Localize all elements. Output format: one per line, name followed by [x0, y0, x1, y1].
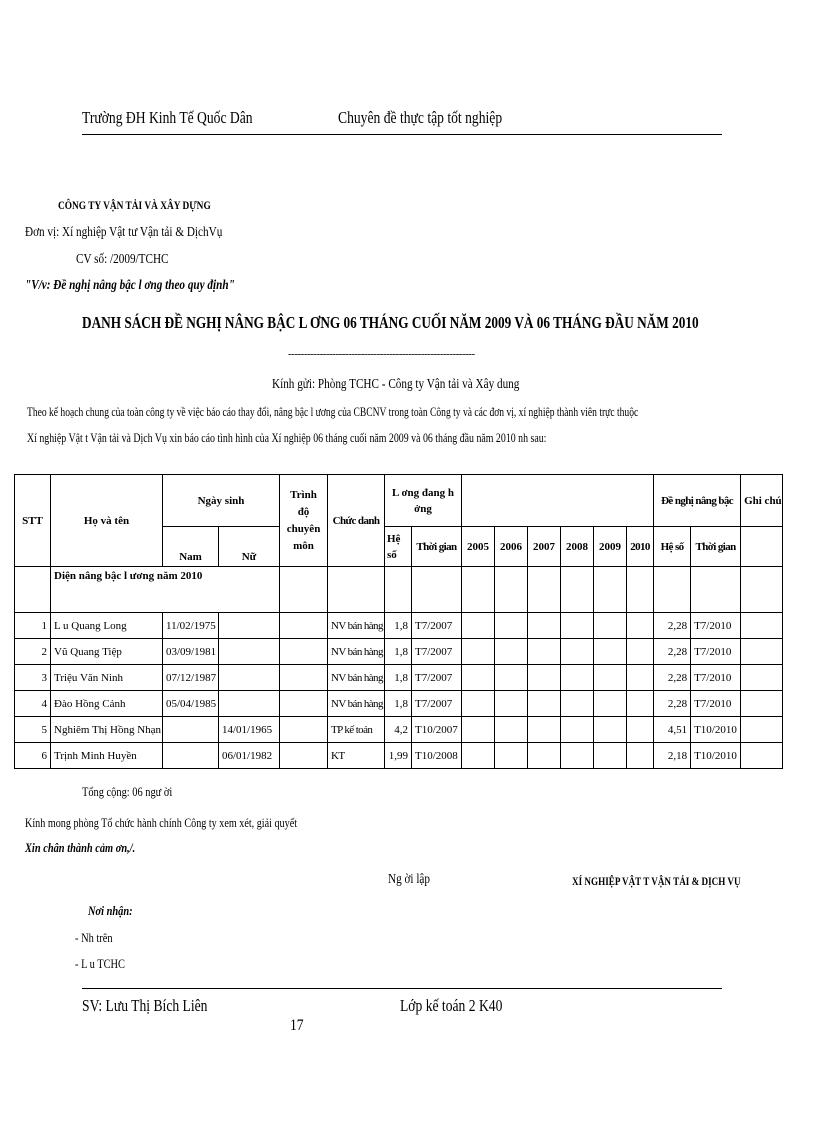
header-level: Trình độ chuyên môn [280, 475, 328, 567]
cell-position: NV bán hàng [328, 613, 385, 639]
document-number: CV số: /2009/TCHC [76, 252, 169, 267]
table-row [15, 743, 783, 769]
cell-2005 [462, 717, 495, 743]
table-row [15, 665, 783, 691]
cell-note [741, 717, 783, 743]
cell-2005 [462, 743, 495, 769]
cell-new-coef: 2,28 [654, 639, 691, 665]
body-text-line1: Theo kế hoạch chung của toàn công ty về việc báo cáo thay đổi, nâng bậc l ương của CBCNV trong toàn Công ty và các đơn vị, xí nghiệp thành viên trực thuộc [27, 404, 639, 419]
header-male: Nam [163, 527, 219, 567]
header-position: Chức danh [328, 475, 385, 567]
cell-male-dob: 03/09/1981 [163, 639, 219, 665]
cell-male-dob [163, 743, 219, 769]
section-c11 [528, 567, 561, 613]
cell-2006 [495, 743, 528, 769]
cell-stt: 2 [15, 639, 51, 665]
cell-stt: 5 [15, 717, 51, 743]
footer-rule [82, 988, 722, 989]
cell-position: NV bán hàng [328, 691, 385, 717]
cell-2008 [561, 639, 594, 665]
cell-2008 [561, 743, 594, 769]
cell-new-coef: 2,18 [654, 743, 691, 769]
cell-position: KT [328, 743, 385, 769]
section-c9 [462, 567, 495, 613]
cell-2007 [528, 665, 561, 691]
section-stt [15, 567, 51, 613]
cell-male-dob: 11/02/1975 [163, 613, 219, 639]
cell-time: T7/2007 [412, 665, 462, 691]
cell-new-time: T7/2010 [691, 613, 741, 639]
cell-female-dob [219, 665, 280, 691]
cell-2006 [495, 639, 528, 665]
enterprise-signature-label: XÍ NGHIỆP VẬT T VẬN TẢI & DỊCH VỤ [572, 874, 741, 888]
cell-coef: 1,99 [385, 743, 412, 769]
cell-note [741, 613, 783, 639]
title-divider: ----------------------------------------------------------- [288, 348, 475, 360]
cell-coef: 1,8 [385, 613, 412, 639]
cell-name: L u Quang Long [51, 613, 163, 639]
cell-note [741, 665, 783, 691]
cell-female-dob [219, 691, 280, 717]
page-number: 17 [290, 1017, 304, 1034]
recipients-label: Nơi nhận: [88, 903, 133, 918]
header-stt: STT [15, 475, 51, 567]
footer-student: SV: Lưu Thị Bích Liên [82, 996, 208, 1015]
cell-time: T7/2007 [412, 639, 462, 665]
header-dob: Ngày sinh [163, 475, 280, 527]
cell-female-dob: 06/01/1982 [219, 743, 280, 769]
cell-time: T7/2007 [412, 613, 462, 639]
thanks-line: Xin chân thành cảm ơn,/. [25, 840, 136, 855]
cell-2008 [561, 613, 594, 639]
cell-time: T10/2007 [412, 717, 462, 743]
cell-2010 [627, 613, 654, 639]
header-time: Thời gian [412, 527, 462, 567]
section-c13 [594, 567, 627, 613]
cell-2006 [495, 691, 528, 717]
header-proposal: Đề nghị nâng bậc [654, 475, 741, 527]
cell-stt: 3 [15, 665, 51, 691]
cell-level [280, 691, 328, 717]
header-new-time: Thời gian [691, 527, 741, 567]
cell-level [280, 665, 328, 691]
cell-2010 [627, 717, 654, 743]
cell-level [280, 717, 328, 743]
cell-stt: 1 [15, 613, 51, 639]
cell-name: Đào Hồng Cảnh [51, 691, 163, 717]
cell-2010 [627, 639, 654, 665]
unit-line: Đơn vị: Xí nghiệp Vật tư Vận tải & DịchVụ [25, 225, 223, 240]
cell-2007 [528, 691, 561, 717]
cell-male-dob: 05/04/1985 [163, 691, 219, 717]
header-year-2006: 2006 [495, 527, 528, 567]
cell-2009 [594, 613, 627, 639]
header-female: Nữ [219, 527, 280, 567]
request-line: Kính mong phòng Tổ chức hành chính Công ty xem xét, giải quyết [25, 815, 298, 830]
cell-2007 [528, 639, 561, 665]
header-coef: Hệ số [385, 527, 412, 567]
section-c10 [495, 567, 528, 613]
cell-2007 [528, 717, 561, 743]
header-year-2005: 2005 [462, 527, 495, 567]
cell-2009 [594, 639, 627, 665]
header-new-coef: Hệ số [654, 527, 691, 567]
cell-2007 [528, 613, 561, 639]
table-row [15, 639, 783, 665]
section-c7 [385, 567, 412, 613]
section-row [15, 567, 783, 613]
cell-note [741, 639, 783, 665]
cell-new-time: T7/2010 [691, 639, 741, 665]
company-name: CÔNG TY VẬN TẢI VÀ XÂY DỰNG [58, 198, 211, 212]
table-row [15, 691, 783, 717]
cell-time: T10/2008 [412, 743, 462, 769]
section-c16 [691, 567, 741, 613]
cell-2009 [594, 691, 627, 717]
header-year-2009: 2009 [594, 527, 627, 567]
header-note-blank [741, 527, 783, 567]
header-year-2010: 2010 [627, 527, 654, 567]
cell-position: NV bán hàng [328, 665, 385, 691]
subject-line: "V/v: Đề nghị nâng bậc l ơng theo quy định" [25, 278, 235, 293]
cell-female-dob [219, 639, 280, 665]
cell-2005 [462, 691, 495, 717]
header-years-blank [462, 475, 654, 527]
cell-2006 [495, 613, 528, 639]
cell-2008 [561, 691, 594, 717]
cell-2008 [561, 717, 594, 743]
cell-coef: 1,8 [385, 639, 412, 665]
cell-2009 [594, 665, 627, 691]
cell-stt: 4 [15, 691, 51, 717]
section-label: Diện nâng bậc l ương năm 2010 [51, 567, 280, 613]
salary-table [14, 474, 783, 769]
header-year-2007: 2007 [528, 527, 561, 567]
cell-2010 [627, 691, 654, 717]
cell-new-coef: 2,28 [654, 665, 691, 691]
recipient-item: - Nh trên [75, 930, 113, 945]
cell-name: Nghiêm Thị Hồng Nhạn [51, 717, 163, 743]
section-c12 [561, 567, 594, 613]
body-text-line2: Xí nghiệp Vật t Vận tải và Dịch Vụ xin báo cáo tình hình của Xí nghiệp 06 tháng cuối năm 2009 và 06 tháng đầu năm 2010 nh sau: [27, 430, 547, 445]
cell-2005 [462, 639, 495, 665]
cell-2008 [561, 665, 594, 691]
cell-male-dob: 07/12/1987 [163, 665, 219, 691]
cell-new-time: T10/2010 [691, 743, 741, 769]
cell-2007 [528, 743, 561, 769]
cell-female-dob: 14/01/1965 [219, 717, 280, 743]
cell-level [280, 613, 328, 639]
cell-name: Triệu Văn Ninh [51, 665, 163, 691]
section-c6 [328, 567, 385, 613]
cell-position: NV bán hàng [328, 639, 385, 665]
recipient-item: - L u TCHC [75, 956, 125, 971]
cell-new-coef: 4,51 [654, 717, 691, 743]
creator-label: Ng ời lập [388, 872, 431, 887]
cell-new-time: T10/2010 [691, 717, 741, 743]
table-row [15, 717, 783, 743]
cell-new-coef: 2,28 [654, 691, 691, 717]
cell-2010 [627, 665, 654, 691]
header-current-salary: L ơng đang h ởng [385, 475, 462, 527]
section-c17 [741, 567, 783, 613]
section-c5 [280, 567, 328, 613]
cell-time: T7/2007 [412, 691, 462, 717]
recipient-line: Kính gửi: Phòng TCHC - Công ty Vận tải và Xây dung [272, 377, 520, 392]
header-school: Trường ĐH Kinh Tế Quốc Dân [82, 108, 253, 127]
cell-new-time: T7/2010 [691, 691, 741, 717]
cell-coef: 1,8 [385, 665, 412, 691]
header-note: Ghi chú [741, 475, 783, 527]
cell-coef: 4,2 [385, 717, 412, 743]
section-c14 [627, 567, 654, 613]
table-row [15, 613, 783, 639]
document-title: DANH SÁCH ĐỀ NGHỊ NÂNG BẬC L ƠNG 06 THÁNG CUỐI NĂM 2009 VÀ 06 THÁNG ĐẦU NĂM 2010 [82, 313, 699, 332]
cell-new-time: T7/2010 [691, 665, 741, 691]
cell-position: TP kế toán [328, 717, 385, 743]
cell-note [741, 743, 783, 769]
header-rule [82, 134, 722, 135]
cell-male-dob [163, 717, 219, 743]
cell-2006 [495, 717, 528, 743]
cell-female-dob [219, 613, 280, 639]
cell-level [280, 639, 328, 665]
section-c15 [654, 567, 691, 613]
cell-2005 [462, 665, 495, 691]
header-year-2008: 2008 [561, 527, 594, 567]
cell-2005 [462, 613, 495, 639]
cell-2006 [495, 665, 528, 691]
total-line: Tổng cộng: 06 ngư ời [82, 784, 173, 799]
cell-stt: 6 [15, 743, 51, 769]
cell-new-coef: 2,28 [654, 613, 691, 639]
header-name: Họ và tên [51, 475, 163, 567]
cell-2009 [594, 717, 627, 743]
footer-class: Lớp kế toán 2 K40 [400, 996, 503, 1015]
cell-2010 [627, 743, 654, 769]
cell-name: Vũ Quang Tiệp [51, 639, 163, 665]
cell-note [741, 691, 783, 717]
cell-level [280, 743, 328, 769]
header-subject: Chuyên đề thực tập tốt nghiệp [338, 108, 503, 127]
cell-coef: 1,8 [385, 691, 412, 717]
cell-name: Trịnh Minh Huyền [51, 743, 163, 769]
section-c8 [412, 567, 462, 613]
cell-2009 [594, 743, 627, 769]
